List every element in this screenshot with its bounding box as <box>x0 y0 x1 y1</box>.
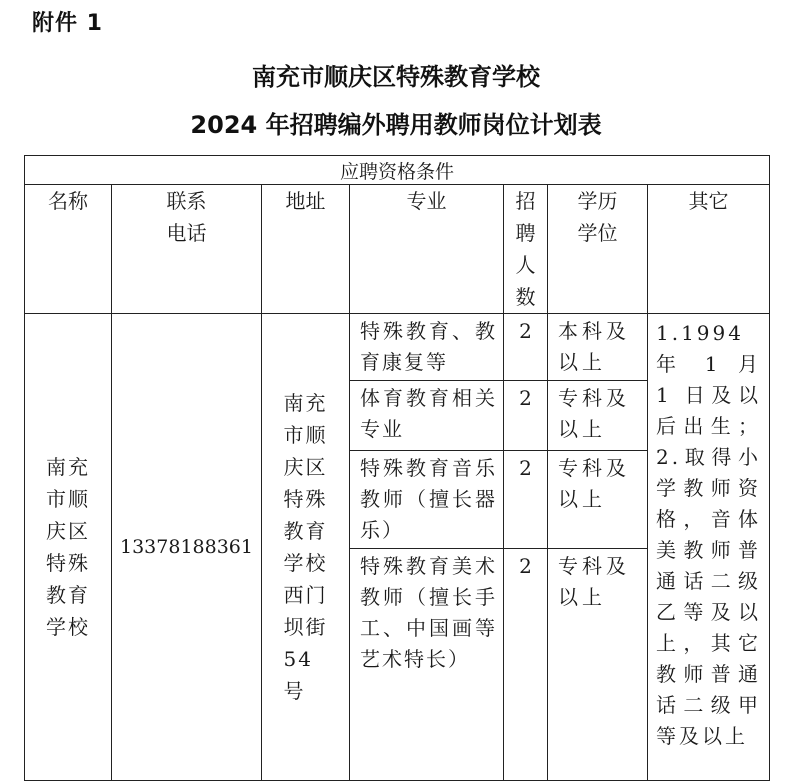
count-cell: 2 <box>504 381 548 451</box>
major-cell: 体育教育相关专业 <box>350 381 504 451</box>
attachment-label: 附件 1 <box>32 11 103 36</box>
column-header-row <box>25 185 770 314</box>
group-header-row <box>25 156 770 185</box>
other-requirements-cell: 1.1994 年 1 月 1 日及以后出生；2.取得小学教师资格，音体美教师普通话二级乙等及以上，其它教师普通话二级甲等及以上 <box>648 314 770 781</box>
count-cell: 2 <box>504 549 548 781</box>
group-header: 应聘资格条件 <box>25 156 770 185</box>
count-cell: 2 <box>504 451 548 549</box>
header-education: 学历 学位 <box>548 185 648 314</box>
header-count: 招聘人数 <box>504 185 548 314</box>
education-cell: 专科及以上 <box>548 549 648 781</box>
phone-cell: 13378188361 <box>112 314 262 781</box>
education-cell: 本科及以上 <box>548 314 648 381</box>
education-cell: 专科及以上 <box>548 381 648 451</box>
document-title: 南充市顺庆区特殊教育学校 <box>252 63 540 91</box>
header-address: 地址 <box>262 185 350 314</box>
major-cell: 特殊教育、教育康复等 <box>350 314 504 381</box>
header-other: 其它 <box>648 185 770 314</box>
education-cell: 专科及以上 <box>548 451 648 549</box>
address-cell: 南充市顺庆区特殊教育学校西门坝街54号 <box>262 314 350 781</box>
major-cell: 特殊教育美术教师（擅长手工、中国画等艺术特长） <box>350 549 504 781</box>
document-subtitle: 2024 年招聘编外聘用教师岗位计划表 <box>190 111 602 139</box>
header-major: 专业 <box>350 185 504 314</box>
major-cell: 特殊教育音乐教师（擅长器乐） <box>350 451 504 549</box>
school-name-cell: 南充市顺庆区特殊教育学校 <box>25 314 112 781</box>
count-cell: 2 <box>504 314 548 381</box>
header-phone: 联系 电话 <box>112 185 262 314</box>
recruitment-plan-table <box>24 155 770 781</box>
table-row <box>25 314 770 381</box>
header-name: 名称 <box>25 185 112 314</box>
